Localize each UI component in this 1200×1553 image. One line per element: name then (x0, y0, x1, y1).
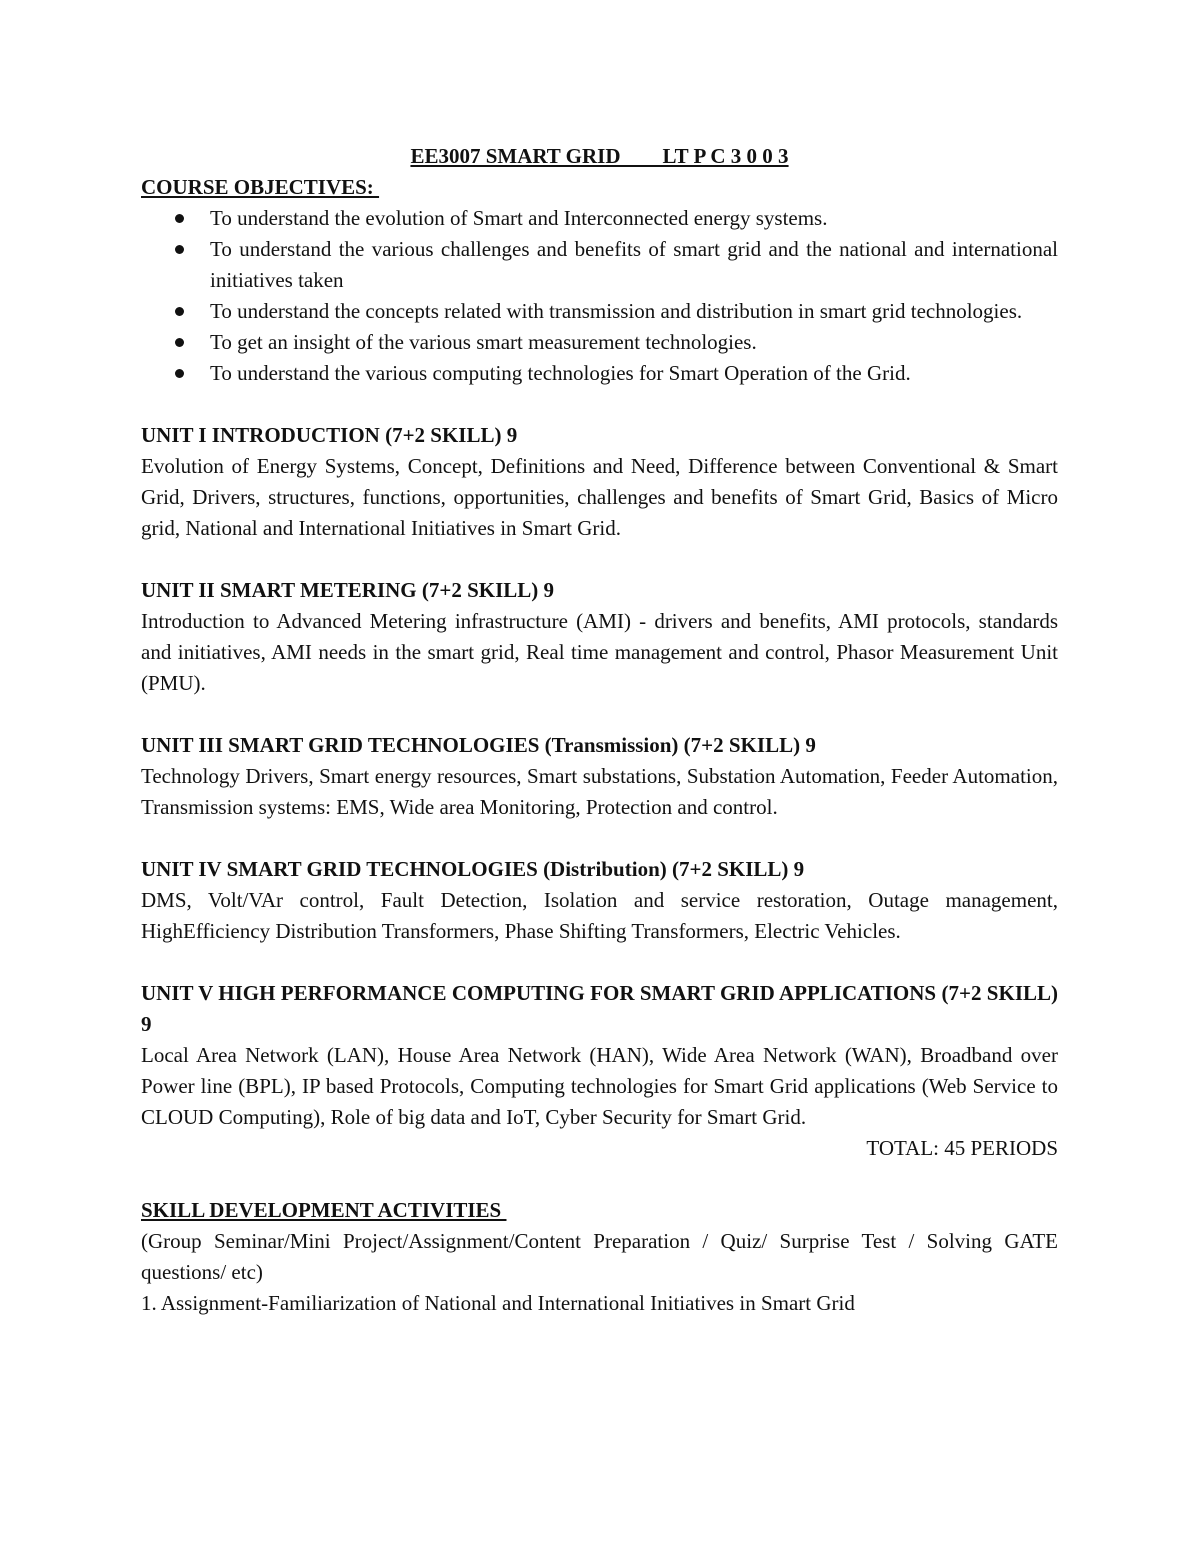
unit-heading: UNIT V HIGH PERFORMANCE COMPUTING FOR SMART GRID APPLICATIONS (7+2 SKILL) 9 (141, 981, 1058, 1036)
skills-item: 1. Assignment-Familiarization of National and International Initiatives in Smart Grid (141, 1291, 855, 1315)
objective-text: To get an insight of the various smart measurement technologies. (210, 330, 757, 354)
unit-body: Technology Drivers, Smart energy resources, Smart substations, Substation Automation, Feeder Automation, Transmission systems: EMS, Wide area Monitoring, Protection and control. (141, 764, 1058, 819)
objective-text: To understand the various computing technologies for Smart Operation of the Grid. (210, 361, 911, 385)
course-title: EE3007 SMART GRID LT P C 3 0 0 3 (410, 144, 789, 168)
objective-item (141, 296, 1058, 327)
unit-heading: UNIT I INTRODUCTION (7+2 SKILL) 9 (141, 423, 518, 447)
skills-intro: (Group Seminar/Mini Project/Assignment/Content Preparation / Quiz/ Surprise Test / Solving GATE questions/ etc) (141, 1229, 1058, 1284)
unit-body: Evolution of Energy Systems, Concept, Definitions and Need, Difference between Conventional & Smart Grid, Drivers, structures, functions, opportunities, challenges and benefits of Smart Grid, Basics of Micro grid, National and International Initiatives in Smart Grid. (141, 454, 1058, 540)
objective-text: To understand the concepts related with transmission and distribution in smart grid technologies. (210, 299, 1023, 323)
unit-section-5 (141, 978, 1058, 1164)
objectives-heading (141, 172, 1058, 203)
bullet-icon (175, 245, 184, 254)
bullet-icon (175, 214, 184, 223)
skills-heading (141, 1195, 1058, 1226)
total-periods: TOTAL: 45 PERIODS (866, 1136, 1058, 1160)
unit-section-3 (141, 730, 1058, 823)
unit-section-1 (141, 420, 1058, 544)
objective-text: To understand the evolution of Smart and Interconnected energy systems. (210, 206, 828, 230)
document-page (141, 141, 1058, 1319)
skills-heading-text: SKILL DEVELOPMENT ACTIVITIES (141, 1198, 507, 1222)
bullet-icon (175, 369, 184, 378)
objective-item (141, 358, 1058, 389)
unit-body: Introduction to Advanced Metering infrastructure (AMI) - drivers and benefits, AMI protocols, standards and initiatives, AMI needs in the smart grid, Real time management and control, Phasor Measurement Unit (PMU). (141, 609, 1058, 695)
unit-heading: UNIT III SMART GRID TECHNOLOGIES (Transmission) (7+2 SKILL) 9 (141, 733, 816, 757)
unit-body: DMS, Volt/VAr control, Fault Detection, Isolation and service restoration, Outage management, HighEfficiency Distribution Transformers, Phase Shifting Transformers, Electric Vehicles. (141, 888, 1058, 943)
objective-item (141, 327, 1058, 358)
skills-section (141, 1195, 1058, 1319)
objective-item (141, 234, 1058, 296)
objective-text: To understand the various challenges and benefits of smart grid and the national and international initiatives taken (210, 237, 1058, 292)
bullet-icon (175, 338, 184, 347)
unit-heading: UNIT IV SMART GRID TECHNOLOGIES (Distribution) (7+2 SKILL) 9 (141, 857, 805, 881)
unit-section-4 (141, 854, 1058, 947)
objective-item (141, 203, 1058, 234)
objectives-heading-text: COURSE OBJECTIVES: (141, 175, 380, 199)
unit-body: Local Area Network (LAN), House Area Network (HAN), Wide Area Network (WAN), Broadband over Power line (BPL), IP based Protocols, Computing technologies for Smart Grid applications (Web Service to CLOUD Computing), Role of big data and IoT, Cyber Security for Smart Grid. (141, 1043, 1058, 1129)
objectives-list (141, 203, 1058, 389)
unit-section-2 (141, 575, 1058, 699)
unit-heading: UNIT II SMART METERING (7+2 SKILL) 9 (141, 578, 555, 602)
bullet-icon (175, 307, 184, 316)
